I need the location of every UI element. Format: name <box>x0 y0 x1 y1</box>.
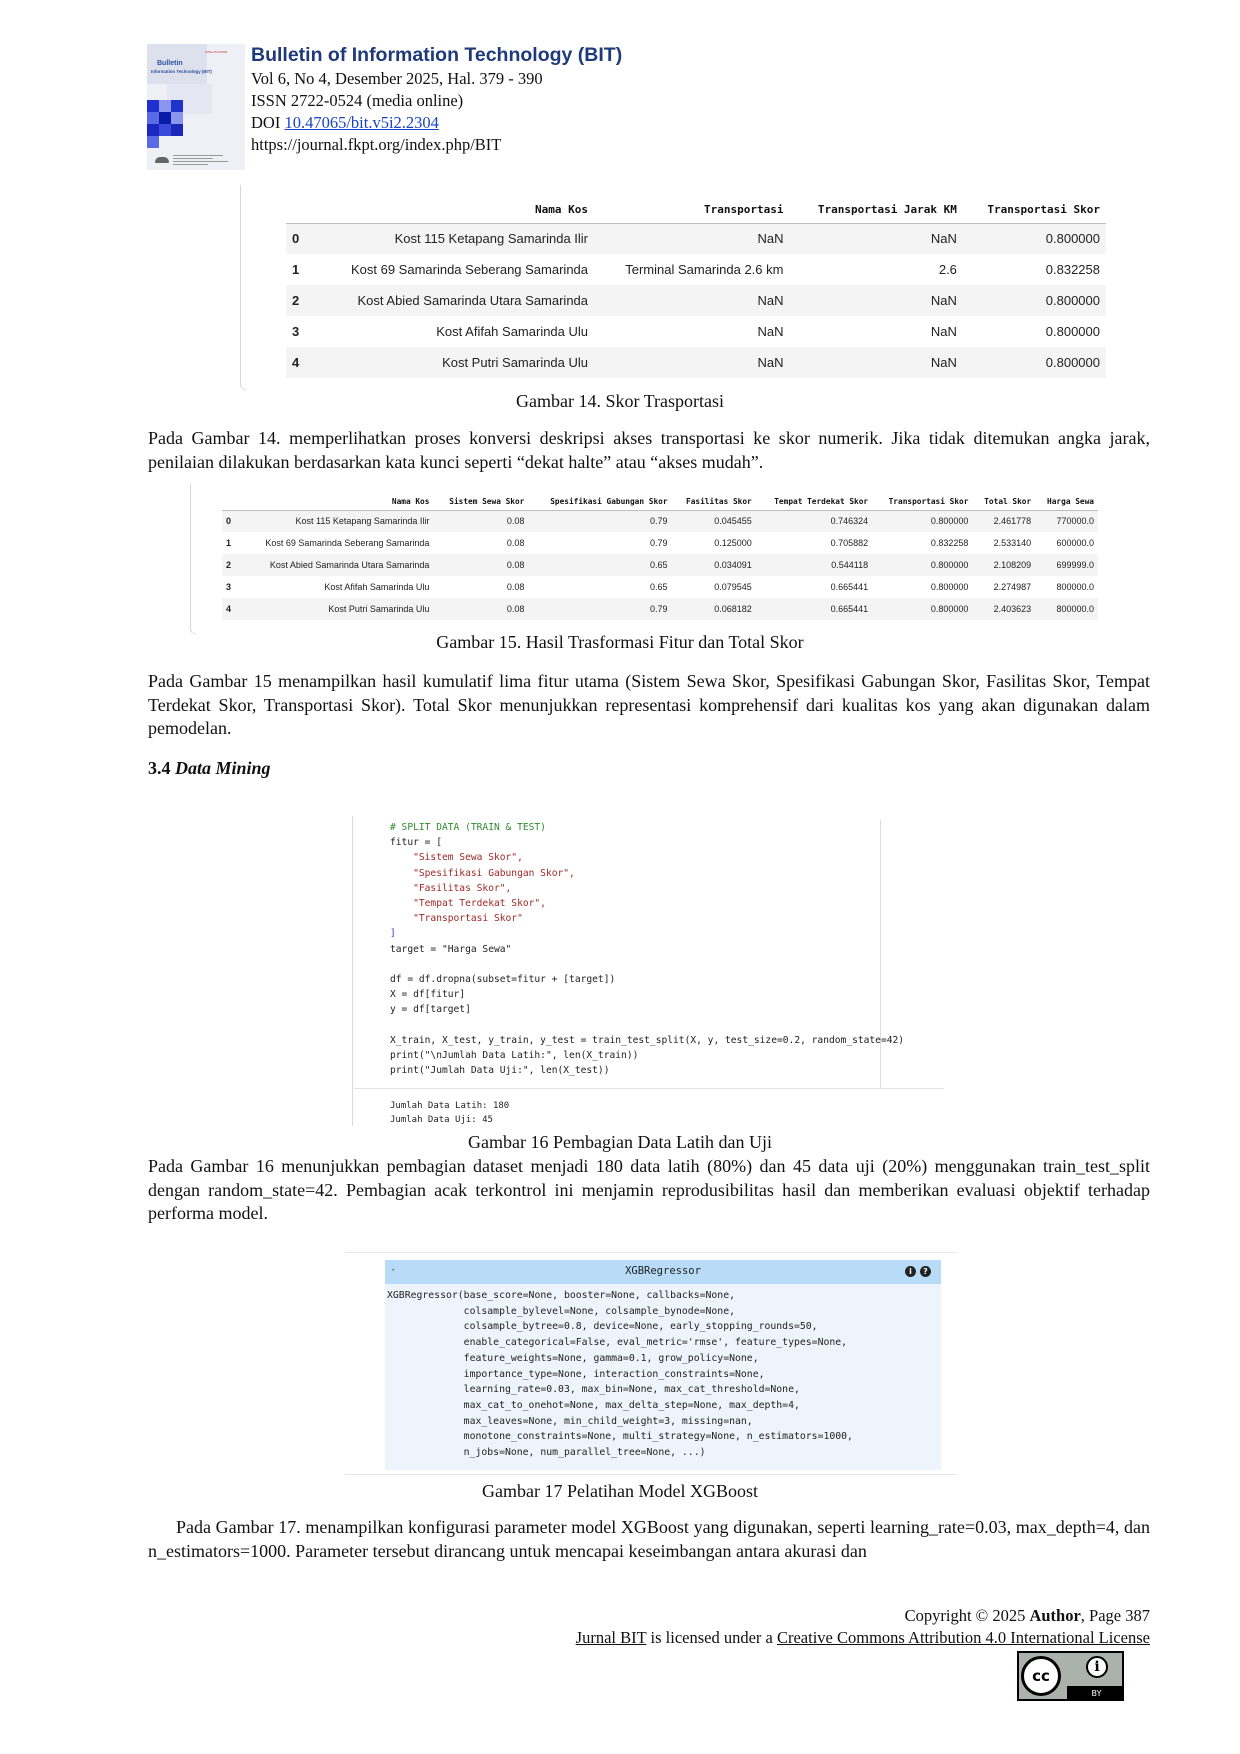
table-cell: Kost Abied Samarinda Utara Samarinda <box>237 554 434 576</box>
table-cell: 0.705882 <box>830 538 869 548</box>
section-title: Data Mining <box>175 758 271 778</box>
split-data-code <box>390 820 904 1078</box>
table-cell: 0.65 <box>650 582 668 592</box>
xgb-estimator-box <box>385 1260 941 1470</box>
split-data-output <box>390 1100 509 1127</box>
help-icon[interactable]: ? <box>920 1266 931 1277</box>
table-cell: Kost 115 Ketapang Samarinda Ilir <box>237 510 434 532</box>
code-line: XGBRegressor(base_score=None, booster=None, callbacks=None, <box>387 1290 735 1301</box>
row-index: 2 <box>286 285 308 316</box>
table-cell: NaN <box>789 285 962 316</box>
output-line: Jumlah Data Uji: 45 <box>390 1114 493 1125</box>
table-cell: 2.533140 <box>993 538 1032 548</box>
column-header: Transportasi Jarak KM <box>817 203 957 217</box>
table-cell: 0.746324 <box>756 510 872 532</box>
table-row <box>222 554 1098 576</box>
table-cell: 0.08 <box>506 582 525 592</box>
license-link[interactable]: Creative Commons Attribution 4.0 International License <box>776 1628 1150 1647</box>
figure-17-xgb-output <box>345 1252 957 1480</box>
row-index: 0 <box>286 223 308 254</box>
column-header: Nama Kos <box>535 203 589 217</box>
code-line: colsample_bylevel=None, colsample_bynode=None, <box>387 1305 735 1317</box>
code-line: feature_weights=None, gamma=0.1, grow_policy=None, <box>387 1352 759 1364</box>
code-line: "Spesifikasi Gabungan Skor", <box>390 867 575 879</box>
by-label: BY <box>1067 1686 1124 1701</box>
table-cell: NaN <box>789 223 962 254</box>
row-index: 1 <box>226 538 232 548</box>
table-cell: Kost 69 Samarinda Seberang Samarinda <box>350 262 589 277</box>
code-line: importance_type=None, interaction_constraints=None, <box>387 1368 765 1380</box>
code-line: y = df[target] <box>390 1004 471 1016</box>
row-index: 2 <box>222 554 237 576</box>
table-cell: NaN <box>789 347 962 378</box>
section-number: 3.4 <box>148 758 175 778</box>
table-cell: 0.125000 <box>714 538 752 548</box>
table-cell: Kost Putri Samarinda Ulu <box>308 347 594 378</box>
code-line: X = df[fitur] <box>390 989 466 1001</box>
table-cell: 2.274987 <box>993 582 1032 592</box>
xgb-params-code <box>387 1288 853 1461</box>
table-cell: 2.461778 <box>972 510 1035 532</box>
paragraph-figure-17: Pada Gambar 17. menampilkan konfigurasi parameter model XGBoost yang digunakan, seperti learning_rate=0.03, max_depth=4, dan n_estimators=1000. Parameter tersebut dirancang untuk mencapai keseimbangan antara akurasi dan <box>148 1517 1150 1561</box>
table-row <box>222 598 1098 620</box>
column-header: Transportasi Skor <box>888 496 969 506</box>
table-cell: Kost Afifah Samarinda Ulu <box>324 582 430 592</box>
doi-line <box>251 113 439 133</box>
table-cell: Kost 115 Ketapang Samarinda Ilir <box>308 223 594 254</box>
table-cell: 0.08 <box>433 598 528 620</box>
table-cell: 800000.0 <box>1035 598 1098 620</box>
table-cell: NaN <box>594 347 789 378</box>
copyright-text: Copyright © 2025 <box>904 1606 1030 1625</box>
table-cell: 0.068182 <box>672 598 756 620</box>
code-line: monotone_constraints=None, multi_strategy=None, n_estimators=1000, <box>387 1431 853 1443</box>
column-header: Spesifikasi Gabungan Skor <box>550 496 668 506</box>
table-cell: 0.65 <box>528 554 671 576</box>
figure-15-dataframe <box>190 484 1100 634</box>
figure-17-caption: Gambar 17 Pelatihan Model XGBoost <box>482 1481 758 1501</box>
figure-14-dataframe <box>240 185 1100 390</box>
output-line: Jumlah Data Latih: 180 <box>390 1101 510 1111</box>
row-index: 4 <box>286 347 308 378</box>
figure-14-caption: Gambar 14. Skor Trasportasi <box>516 391 724 411</box>
table-cell: 0.800000 <box>963 285 1106 316</box>
table-cell: 600000.0 <box>1056 538 1094 548</box>
column-header: Fasilitas Skor <box>686 496 752 506</box>
column-header <box>222 493 237 510</box>
code-line: "Tempat Terdekat Skor", <box>390 898 546 910</box>
column-header: Tempat Terdekat Skor <box>774 496 869 506</box>
code-line: print("Jumlah Data Uji:", len(X_test)) <box>390 1065 610 1077</box>
table-cell: 2.108209 <box>972 554 1035 576</box>
table-cell: 0.800000 <box>872 510 972 532</box>
table-cell: 699999.0 <box>1035 554 1098 576</box>
table-row <box>286 316 1106 347</box>
volume-line: Vol 6, No 4, Desember 2025, Hal. 379 - 390 <box>251 69 543 88</box>
code-line: colsample_bytree=0.8, device=None, early_stopping_rounds=50, <box>387 1321 818 1333</box>
figure-15-caption: Gambar 15. Hasil Trasformasi Fitur dan Total Skor <box>436 632 804 652</box>
column-header: Transportasi <box>703 203 784 217</box>
table-cell: 0.79 <box>528 510 671 532</box>
code-line: "Fasilitas Skor", <box>390 882 512 894</box>
table-cell: 0.08 <box>506 538 525 548</box>
xgb-estimator-header[interactable] <box>385 1260 941 1284</box>
table-cell: Kost 69 Samarinda Seberang Samarinda <box>265 538 430 548</box>
table-cell: 0.800000 <box>963 347 1106 378</box>
doi-link[interactable]: 10.47065/bit.v5i2.2304 <box>284 113 439 132</box>
code-line: max_cat_to_onehot=None, max_delta_step=None, max_depth=4, <box>387 1399 800 1411</box>
paragraph-figure-16: Pada Gambar 16 menunjukkan pembagian dataset menjadi 180 data latih (80%) dan 45 data uji (20%) menggunakan train_test_split dengan random_state=42. Pembagian acak terkontrol ini menjamin reprodusibilitas hasil dan memberikan evaluasi objektif terhadap performa model. <box>148 1156 1150 1223</box>
table-cell: 0.665441 <box>830 582 869 592</box>
section-heading <box>148 758 271 779</box>
column-header: Sistem Sewa Skor <box>449 496 525 506</box>
author-label: Author <box>1029 1606 1081 1625</box>
table-cell: 0.079545 <box>714 582 752 592</box>
table-cell: NaN <box>594 223 789 254</box>
table-cell: NaN <box>930 324 957 339</box>
table-row <box>222 576 1098 598</box>
code-line <box>390 1018 904 1033</box>
attribution-person-icon: i <box>1086 1656 1108 1678</box>
column-header <box>286 197 308 223</box>
figure-16-code-cell <box>352 812 948 1132</box>
row-index: 0 <box>222 510 237 532</box>
table-cell: 0.79 <box>650 538 668 548</box>
transport-score-table <box>286 197 1106 378</box>
table-row <box>286 347 1106 378</box>
table-cell: 2.6 <box>938 262 957 277</box>
code-line <box>390 957 904 972</box>
row-index: 3 <box>226 582 232 592</box>
info-icon[interactable]: i <box>905 1266 916 1277</box>
license-line <box>576 1628 1150 1648</box>
table-cell: 2.403623 <box>972 598 1035 620</box>
table-cell: 0.034091 <box>672 554 756 576</box>
table-cell: 0.832258 <box>1045 262 1100 277</box>
row-index: 3 <box>292 324 300 339</box>
table-cell: NaN <box>757 324 784 339</box>
estimator-name: XGBRegressor <box>625 1265 701 1277</box>
column-header: Nama Kos <box>391 496 430 506</box>
code-line: target = "Harga Sewa" <box>390 943 512 955</box>
table-row <box>222 532 1098 554</box>
table-cell: 0.08 <box>433 554 528 576</box>
table-cell: 800000.0 <box>1056 582 1094 592</box>
table-cell: 0.544118 <box>756 554 872 576</box>
table-cell: 0.045455 <box>672 510 756 532</box>
page-number: , Page 387 <box>1080 1606 1150 1625</box>
total-score-table <box>222 493 1098 620</box>
code-line: enable_categorical=False, eval_metric='rmse', feature_types=None, <box>387 1337 848 1349</box>
table-cell: NaN <box>594 285 789 316</box>
table-cell: 0.832258 <box>930 538 969 548</box>
code-line: "Transportasi Skor" <box>390 913 523 925</box>
issn-line: ISSN 2722-0524 (media online) <box>251 91 464 110</box>
column-header: Transportasi Skor <box>987 203 1100 217</box>
table-cell: Terminal Samarinda 2.6 km <box>625 262 784 277</box>
code-line: fitur = [ <box>390 837 442 849</box>
code-line: print("\nJumlah Data Latih:", len(X_train)) <box>390 1050 639 1062</box>
table-cell: 0.800000 <box>872 598 972 620</box>
journal-title: Bulletin of Information Technology (BIT) <box>251 44 623 66</box>
table-cell: 0.665441 <box>756 598 872 620</box>
code-line: ] <box>390 928 396 940</box>
cc-icon: cc <box>1021 1656 1061 1696</box>
table-cell: 0.08 <box>433 510 528 532</box>
paragraph-figure-14: Pada Gambar 14. memperlihatkan proses konversi deskripsi akses transportasi ke skor numerik. Jika tidak ditemukan angka jarak, penilaian dilakukan berdasarkan kata kunci seperti “dekat halte” atau “akses mudah”. <box>148 428 1150 472</box>
table-row <box>222 510 1098 532</box>
code-line: "Sistem Sewa Skor", <box>390 852 523 864</box>
code-line: df = df.dropna(subset=fitur + [target]) <box>390 974 616 986</box>
journal-cover-logo: ISSN 2722-0524 Bulletin Information Technology (BIT) <box>147 44 245 170</box>
table-cell: 770000.0 <box>1035 510 1098 532</box>
table-row <box>286 254 1106 285</box>
code-line: X_train, X_test, y_train, y_test = train_test_split(X, y, test_size=0.2, random_state=42) <box>390 1034 905 1046</box>
license-text: is licensed under a <box>646 1628 777 1647</box>
table-cell: 0.800000 <box>1045 324 1100 339</box>
table-row <box>286 223 1106 254</box>
table-cell: 0.800000 <box>963 223 1106 254</box>
code-line: learning_rate=0.03, max_bin=None, max_cat_threshold=None, <box>387 1384 800 1396</box>
table-row <box>286 285 1106 316</box>
cc-by-license-badge[interactable] <box>1017 1651 1124 1701</box>
code-line: # SPLIT DATA (TRAIN & TEST) <box>390 822 546 833</box>
doi-label: DOI <box>251 113 285 132</box>
table-cell: Kost Putri Samarinda Ulu <box>237 598 434 620</box>
journal-url[interactable]: https://journal.fkpt.org/index.php/BIT <box>251 135 502 154</box>
table-cell: 0.800000 <box>872 554 972 576</box>
code-line: max_leaves=None, min_child_weight=3, missing=nan, <box>387 1415 753 1427</box>
journal-header <box>147 44 707 174</box>
paragraph-figure-15: Pada Gambar 15 menampilkan hasil kumulatif lima fitur utama (Sistem Sewa Skor, Spesifikasi Gabungan Skor, Fasilitas Skor, Tempat Terdekat Skor, Transportasi Skor). Total Skor menunjukkan representasi komprehensif dari kualitas kos yang akan digunakan dalam pemodelan. <box>148 671 1150 738</box>
row-index: 4 <box>222 598 237 620</box>
column-header: Total Skor <box>984 496 1032 506</box>
collapse-arrow-icon[interactable]: ▾ <box>391 1266 396 1274</box>
copyright-line <box>905 1606 1150 1626</box>
table-cell: Kost Afifah Samarinda Ulu <box>436 324 589 339</box>
table-cell: 0.800000 <box>930 582 969 592</box>
code-line: n_jobs=None, num_parallel_tree=None, ...) <box>387 1447 706 1459</box>
table-cell: Kost Abied Samarinda Utara Samarinda <box>308 285 594 316</box>
journal-link[interactable]: Jurnal BIT <box>575 1628 647 1647</box>
column-header: Harga Sewa <box>1047 496 1094 506</box>
row-index: 1 <box>292 262 300 277</box>
figure-16-caption: Gambar 16 Pembagian Data Latih dan Uji <box>468 1132 772 1152</box>
table-cell: 0.79 <box>528 598 671 620</box>
